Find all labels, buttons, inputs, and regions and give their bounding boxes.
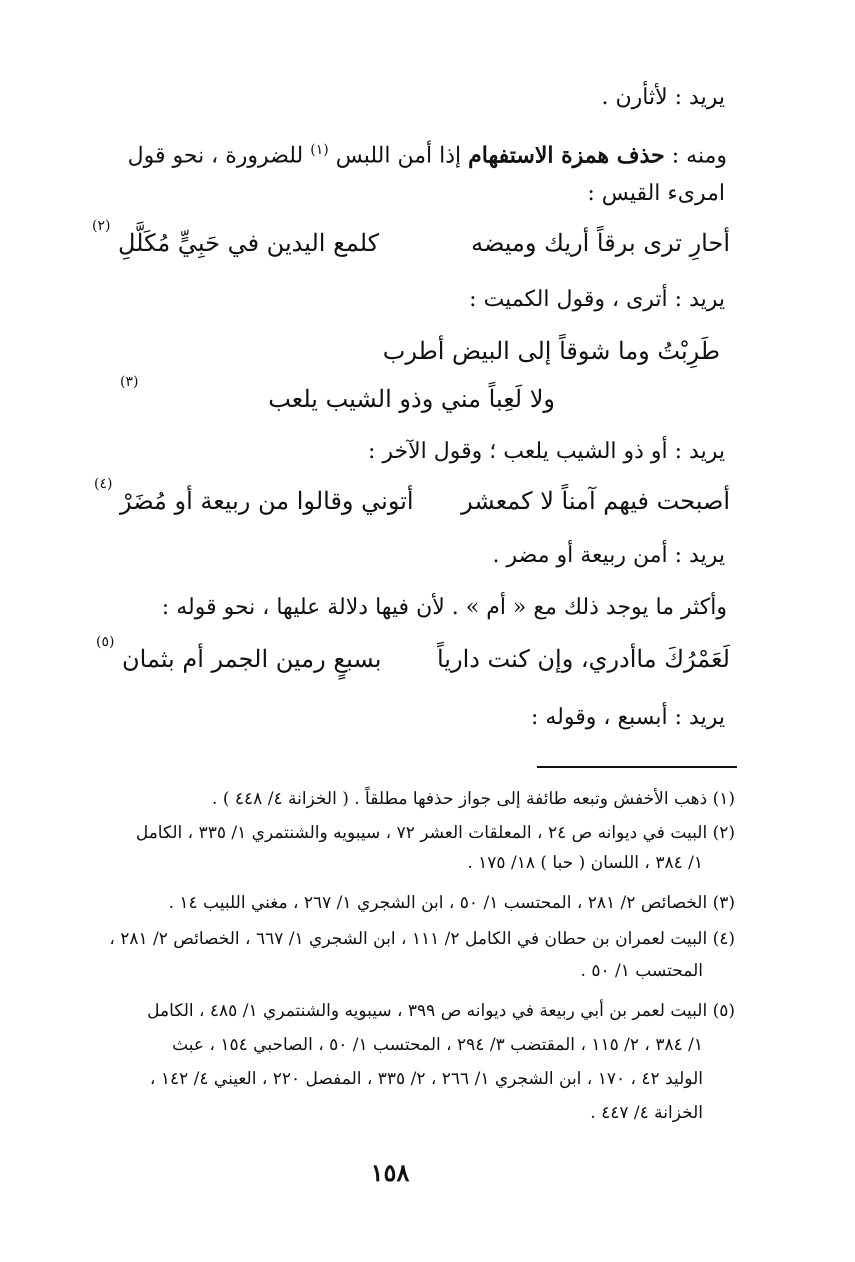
verse-4-hemistich-1: لَعَمْرُكَ ماأدري، وإن كنت دارياً [436, 645, 730, 673]
footnote-ref: (٢) [92, 218, 111, 234]
footnote-2-line-1: (٢) البيت في ديوانه ص ٢٤ ، المعلقات العشر ٧٢ ، سيبويه والشنتمري ١/ ٣٣٥ ، الكامل [135, 823, 735, 843]
text-run: ومنه : [664, 143, 727, 169]
verse-4-hemistich-2: بسبعٍ رمين الجمر أم بثمان [122, 645, 382, 673]
verse-2-hemistich-2: ولا لَعِباً مني وذو الشيب يلعب [268, 385, 555, 413]
page-number: ١٥٨ [370, 1158, 410, 1187]
footnote-5-line-1: (٥) البيت لعمر بن أبي ربيعة في ديوانه ص ٣٩٩ ، سيبويه والشنتمري ١/ ٤٨٥ ، الكامل [147, 1001, 735, 1021]
text-line-6: يريد : أمن ربيعة أو مضر . [492, 543, 725, 568]
text-line-2 [128, 134, 727, 172]
text-line-1: يريد : لأثأرن . [601, 85, 725, 110]
footnote-ref: (١) [310, 142, 329, 158]
text-line-4: يريد : أترى ، وقول الكميت : [469, 287, 725, 312]
footnote-ref: (٥) [96, 634, 115, 650]
text-run: للضرورة ، نحو قول [127, 143, 311, 169]
footnote-4-line-1: (٤) البيت لعمران بن حطان في الكامل ٢/ ١١١ ، ابن الشجري ١/ ٦٦٧ ، الخصائص ٢/ ٢٨١ ، [109, 929, 735, 949]
footnote-ref: (٣) [120, 374, 139, 390]
text-run: إذا أمن اللبس [328, 143, 469, 169]
text-line-7: وأكثر ما يوجد ذلك مع « أم » . لأن فيها دلالة عليها ، نحو قوله : [161, 595, 727, 620]
footnote-5-line-4: الخزانة ٤/ ٤٤٧ . [590, 1103, 703, 1123]
footnote-1: (١) ذهب الأخفش وتبعه طائفة إلى جواز حذفها مطلقاً . ( الخزانة ٤/ ٤٤٨ ) . [212, 789, 735, 809]
verse-2-hemistich-1: طَرِبْتُ وما شوقاً إلى البيض أطرب [382, 337, 720, 365]
verse-3-hemistich-1: أصبحت فيهم آمناً لا كمعشر [461, 487, 730, 515]
footnote-3: (٣) الخصائص ٢/ ٢٨١ ، المحتسب ١/ ٥٠ ، ابن الشجري ١/ ٢٦٧ ، مغني اللبيب ١٤ . [168, 893, 735, 913]
bold-term: حذف همزة الاستفهام [468, 142, 665, 169]
footnote-5-line-2: ١/ ٣٨٤ ، ٢/ ١١٥ ، المقتضب ٣/ ٢٩٤ ، المحتسب ١/ ٥٠ ، الصاحبي ١٥٤ ، عبث [172, 1035, 703, 1055]
verse-1-hemistich-2: كلمع اليدين في حَبِيٍّ مُكَلَّلِ [118, 229, 380, 257]
text-line-8: يريد : أبسبع ، وقوله : [530, 705, 725, 730]
text-line-5: يريد : أو ذو الشيب يلعب ؛ وقول الآخر : [367, 439, 725, 464]
footnote-ref: (٤) [94, 476, 113, 492]
text-line-3: امرىء القيس : [587, 181, 725, 206]
verse-3-hemistich-2: أتوني وقالوا من ربيعة أو مُضَرْ [120, 487, 414, 515]
footnote-2-line-2: ١/ ٣٨٤ ، اللسان ( حبا ) ١٨/ ١٧٥ . [467, 853, 703, 873]
footnote-4-line-2: المحتسب ١/ ٥٠ . [580, 961, 703, 981]
footnote-5-line-3: الوليد ٤٢ ، ١٧٠ ، ابن الشجري ١/ ٢٦٦ ، ٢/ ٣٣٥ ، المفصل ٢٢٠ ، العيني ٤/ ١٤٢ ، [149, 1069, 703, 1089]
verse-1-hemistich-1: أحارِ ترى برقاً أريك وميضه [471, 229, 730, 257]
footnote-separator [537, 766, 737, 768]
